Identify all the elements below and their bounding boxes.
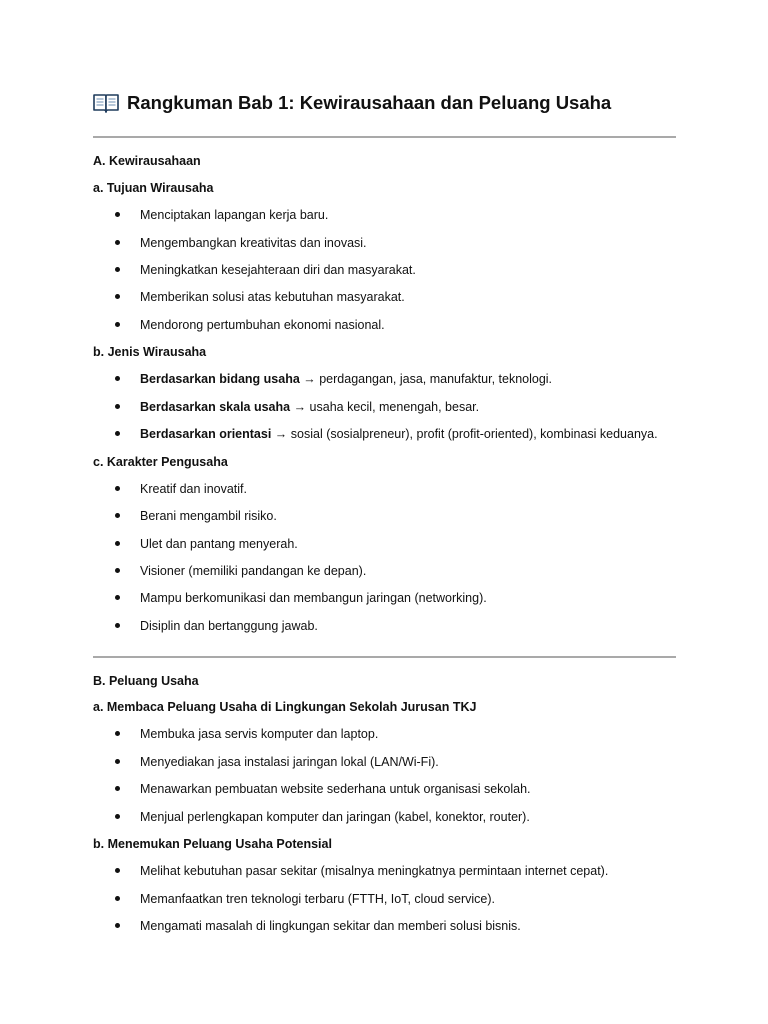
- bullet-icon: [115, 404, 120, 409]
- page-title-text: Rangkuman Bab 1: Kewirausahaan dan Peluang Usaha: [127, 92, 612, 113]
- bullet-icon: [115, 376, 120, 381]
- bullet-icon: [115, 896, 120, 901]
- subheading-menemukan-peluang-usaha: b. Menemukan Peluang Usaha Potensial: [93, 837, 332, 851]
- horizontal-divider: [93, 656, 676, 658]
- bullet-icon: [115, 267, 120, 272]
- bullet-icon: [115, 431, 120, 436]
- subheading-membaca-peluang-usaha: a. Membaca Peluang Usaha di Lingkungan Sekolah Jurusan TKJ: [93, 700, 477, 714]
- bullet-icon: [115, 322, 120, 327]
- bullet-icon: [115, 759, 120, 764]
- subheading-karakter-pengusaha: c. Karakter Pengusaha: [93, 455, 228, 469]
- bullet-icon: [115, 541, 120, 546]
- bullet-icon: [115, 923, 120, 928]
- bullet-icon: [115, 486, 120, 491]
- bullet-icon: [115, 814, 120, 819]
- section-heading-peluang-usaha: B. Peluang Usaha: [93, 674, 199, 688]
- horizontal-divider: [93, 136, 676, 138]
- bullet-icon: [115, 868, 120, 873]
- bullet-icon: [115, 513, 120, 518]
- document-page: Rangkuman Bab 1: Kewirausahaan dan Peluang Usaha A. Kewirausahaan a. Tujuan Wirausaha Menciptakan lapangan kerja baru. Mengembangkan kreativitas dan inovasi. Meningkatkan kesejahteraan diri dan masyarakat. Memberikan solusi atas kebutuhan masyarakat. Mendorong pertumbuhan ekonomi nasional. b. Jenis Wirausaha Berdasarkan bidang usaha → perdagangan, jasa, manufaktur, teknologi. Berdasarkan skala usaha → usaha kecil, menengah, besar. Berdasarkan orientasi → sosial (sosialpreneur), profit (profit-oriented), kombinasi keduanya. c. Karakter Pengusaha Kreatif dan inovatif. Berani mengambil risiko. Ulet dan pantang menyerah. Visioner (memiliki pandangan ke depan). Mampu berkomunikasi dan membangun jaringan (networking). Disiplin dan bertanggung jawab. B. Peluang Usaha a. Membaca Peluang Usaha di Lingkungan Sekolah Jurusan TKJ Membuka jasa servis komputer dan laptop. Menyediakan jasa instalasi jaringan lokal (LAN/Wi-Fi). Menawarkan pembuatan website sederhana untuk organisasi sekolah. Menjual perlengkapan komputer dan jaringan (kabel, konektor, router). b. Menemukan Peluang Usaha Potensial Melihat kebutuhan pasar sekitar (misalnya meningkatnya permintaan internet cepat). Memanfaatkan tren teknologi terbaru (FTTH, IoT, cloud service). Mengamati masalah di lingkungan sekitar dan memberi solusi bisnis.: [0, 0, 768, 1024]
- bullet-icon: [115, 212, 120, 217]
- bullet-icon: [115, 294, 120, 299]
- bullet-icon: [115, 240, 120, 245]
- bullet-icon: [115, 731, 120, 736]
- subheading-jenis-wirausaha: b. Jenis Wirausaha: [93, 345, 207, 359]
- bullet-icon: [115, 786, 120, 791]
- page-title: [93, 88, 611, 118]
- section-heading-kewirausahaan: A. Kewirausahaan: [93, 154, 201, 168]
- subheading-tujuan-wirausaha: a. Tujuan Wirausaha: [93, 181, 214, 195]
- bullet-icon: [115, 568, 120, 573]
- bullet-icon: [115, 623, 120, 628]
- open-book-icon: [93, 92, 119, 114]
- bullet-icon: [115, 595, 120, 600]
